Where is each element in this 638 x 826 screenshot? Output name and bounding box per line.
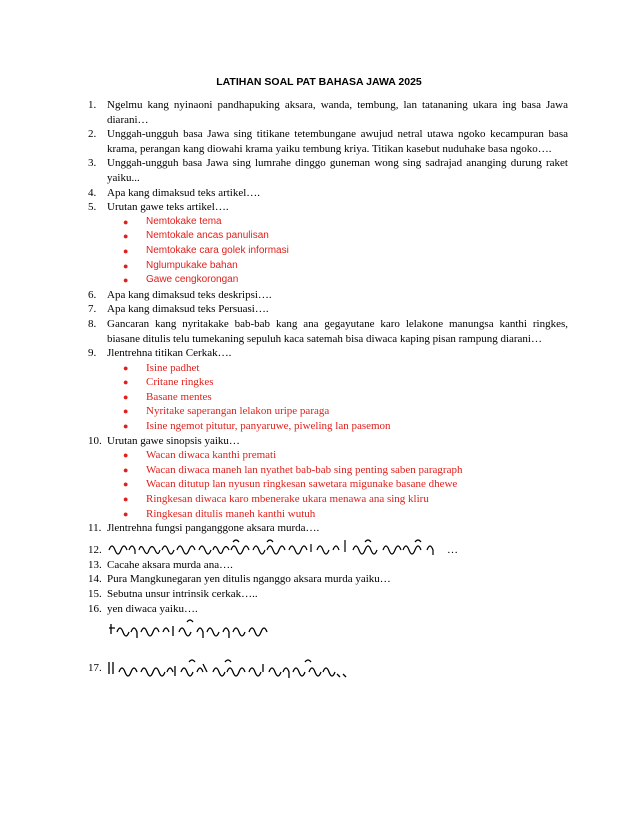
list-item: ● Isine padhet (123, 361, 200, 374)
question-4 (88, 186, 568, 201)
question-17 (88, 650, 568, 686)
bullet-icon: ● (123, 275, 129, 286)
bullet-icon: ● (123, 216, 129, 227)
question-text: Apa kang dimaksud teks Persuasi…. (107, 303, 269, 316)
question-number: 9. (88, 347, 97, 360)
question-6 (88, 288, 568, 303)
question-8 (88, 317, 568, 346)
question-list (88, 98, 568, 686)
bullet-icon: ● (123, 406, 129, 417)
question-1 (88, 98, 568, 127)
bullet-icon: ● (123, 362, 129, 373)
question-number: 1. (88, 99, 97, 111)
question-number: 12. (88, 544, 102, 557)
list-item: ● Nemtokake tema (123, 215, 568, 230)
question-text: Unggah-ungguh basa Jawa sing titikane tetembungane awujud netral utawa ngoko kecampuran basa krama, perangan kang diowahi krama yaiku tembung kriya. Titikan kasebut nuduhake basa ngoko…. (107, 128, 568, 155)
question-text: Urutan gawe sinopsis yaiku… (107, 434, 240, 447)
question-10 (88, 434, 568, 449)
javanese-script-image (107, 616, 277, 646)
question-number: 5. (88, 201, 97, 214)
question-11 (88, 521, 568, 536)
list-item: ● Wacan ditutup lan nyusun ringkesan sawetara migunake basane dhewe (123, 478, 458, 491)
question-number: 3. (88, 157, 97, 170)
question-5 (88, 200, 568, 215)
bullet-icon: ● (123, 421, 129, 432)
question-number: 4. (88, 186, 97, 199)
question-number: 14. (88, 573, 102, 586)
list-item: ● Basane mentes (123, 390, 212, 403)
list-item: ● Wacan diwaca kanthi premati (123, 449, 277, 462)
question-number: 2. (88, 128, 97, 141)
question-text: Cacahe aksara murda ana…. (107, 558, 233, 571)
question-16 (88, 602, 568, 617)
question-text: Apa kang dimaksud teks deskripsi…. (107, 288, 272, 301)
list-item: ● Ringkesan ditulis maneh kanthi wutuh (123, 507, 316, 520)
question-text: Gancaran kang nyritakake bab-bab kang ana gegayutane karo lelakone manungsa kanthi ringkes, biasane ditulis telu tumekaning sepuluh kaca satemah bisa diwaca kaping pisan rampung diarani… (107, 317, 568, 345)
question-9 (88, 346, 568, 361)
question-number: 15. (88, 588, 102, 600)
question-text: Jlentrehna titikan Cerkak…. (107, 347, 232, 360)
list-item: ● Nemtokake cara golek informasi (123, 244, 568, 259)
bullet-icon: ● (123, 508, 129, 519)
question-number: 6. (88, 288, 97, 301)
question-text: … (447, 544, 458, 557)
bullet-icon: ● (123, 260, 129, 271)
bullet-icon: ● (123, 377, 129, 388)
list-item: ● Isine ngemot pitutur, panyaruwe, piweling lan pasemon (123, 420, 391, 433)
list-item: ● Critane ringkes (123, 376, 214, 389)
question-14 (88, 572, 568, 587)
list-item: ● Nemtokale ancas panulisan (123, 229, 568, 244)
list-item: ● Ringkesan diwaca karo mbenerake ukara menawa ana sing kliru (123, 493, 429, 506)
javanese-script-image (107, 536, 447, 558)
bullet-icon: ● (123, 245, 129, 256)
question-7 (88, 302, 568, 317)
question-text: Unggah-ungguh basa Jawa sing lumrahe dinggo guneman wong sing sadrajad ananging durung raket yaiku... (107, 157, 568, 184)
list-item: ● Nyritake saperangan lelakon uripe paraga (123, 405, 330, 418)
question-text: Apa kang dimaksud teks artikel…. (107, 186, 261, 199)
question-15 (88, 587, 568, 602)
question-number: 13. (88, 558, 102, 571)
question-text: yen diwaca yaiku…. (107, 602, 198, 615)
question-text: Pura Mangkunegaran yen ditulis nganggo aksara murda yaiku… (107, 573, 391, 586)
question-3 (88, 156, 568, 185)
question-text: Sebutna unsur intrinsik cerkak….. (107, 588, 258, 600)
bullet-icon: ● (123, 450, 129, 461)
list-item: ● Gawe cengkorongan (123, 273, 568, 288)
javanese-script-image (107, 656, 367, 680)
list-item: ● Nglumpukake bahan (123, 259, 568, 274)
list-item: ● Wacan diwaca maneh lan nyathet bab-bab sing penting saben paragraph (123, 463, 463, 476)
q5-options (88, 215, 568, 288)
question-text: Urutan gawe teks artikel…. (107, 201, 229, 214)
bullet-icon: ● (123, 231, 129, 242)
page-title: LATIHAN SOAL PAT BAHASA JAWA 2025 (216, 76, 422, 88)
question-number: 17. (88, 661, 102, 674)
bullet-icon: ● (123, 464, 129, 475)
question-number: 8. (88, 317, 97, 330)
q9-options (88, 361, 568, 434)
question-12 (88, 536, 568, 558)
question-2 (88, 127, 568, 156)
question-text: Ngelmu kang nyinaoni pandhapuking aksara, wanda, tembung, lan tatananing ukara ing basa Jawa diarani… (107, 99, 568, 126)
question-13 (88, 558, 568, 573)
bullet-icon: ● (123, 479, 129, 490)
question-text: Jlentrehna fungsi panganggone aksara murda…. (107, 522, 320, 535)
question-number: 16. (88, 602, 102, 615)
bullet-icon: ● (123, 494, 129, 505)
q16-script (88, 616, 568, 650)
question-number: 11. (88, 522, 102, 535)
question-number: 10. (88, 434, 102, 447)
question-number: 7. (88, 303, 97, 316)
q10-options (88, 448, 568, 521)
bullet-icon: ● (123, 391, 129, 402)
